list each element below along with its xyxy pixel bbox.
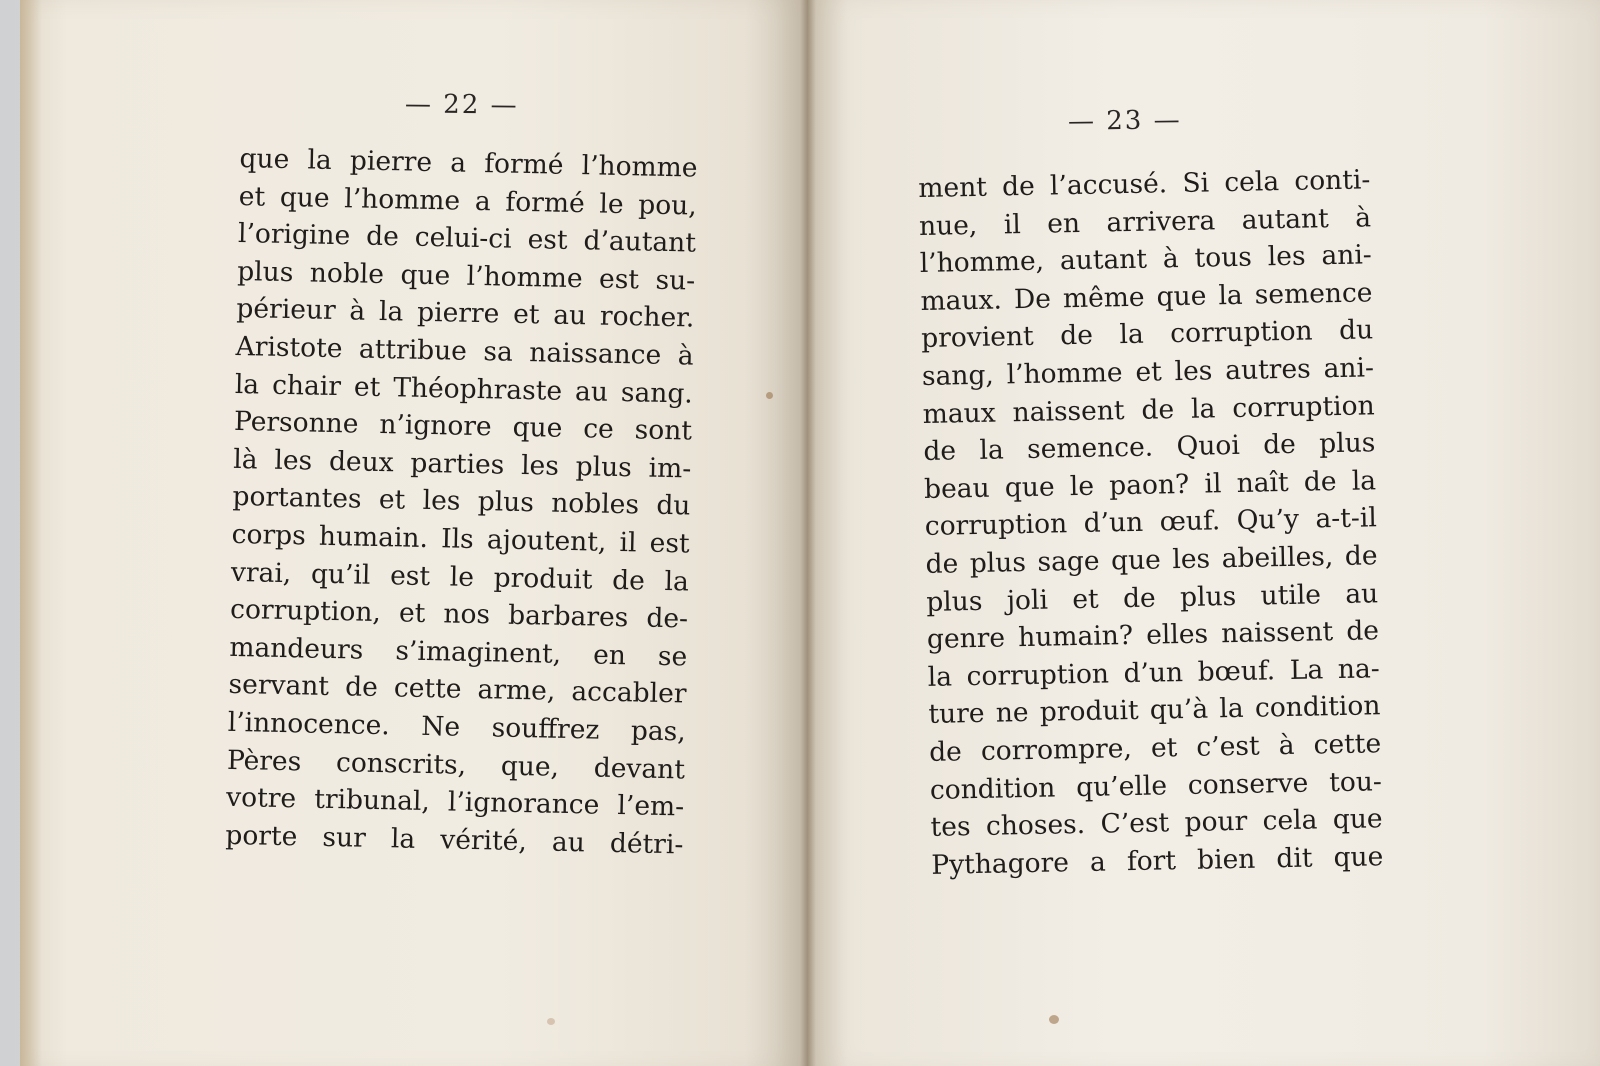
text-line: condition qu’elle conserve tou- — [929, 765, 1383, 806]
text-line: genre humain? elles naissent de — [926, 615, 1380, 656]
text-line: beau que le paon? il naît de la — [923, 465, 1377, 505]
text-line: votre tribunal, l’ignorance l’em- — [225, 781, 685, 823]
paper-spot — [547, 1018, 555, 1025]
text-line: porte sur la vérité, au détri- — [225, 819, 684, 861]
left-page-text — [225, 140, 698, 864]
text-line: que la pierre a formé l’homme — [239, 142, 698, 184]
left-page-edge — [20, 0, 42, 1066]
text-line: corps humain. Ils ajoutent, il est — [231, 518, 690, 560]
text-line: tes choses. C’est pour cela que — [930, 803, 1383, 843]
text-line: l’homme, autant à tous les ani- — [919, 239, 1373, 280]
text-line: provient de la corruption du — [920, 314, 1374, 355]
text-line: nue, il en arrivera autant à — [918, 201, 1372, 242]
text-line: vrai, qu’il est le produit de la — [230, 556, 690, 598]
right-page-text — [918, 161, 1384, 884]
right-page-number: — 23 — — [1067, 105, 1182, 137]
book-gutter — [800, 0, 816, 1066]
text-line: là les deux parties les plus im- — [232, 443, 692, 485]
text-line: ment de l’accusé. Si cela conti- — [918, 164, 1371, 204]
text-line: corruption d’un œuf. Qu’y a-t-il — [924, 502, 1378, 543]
text-line: Pères conscrits, que, devant — [226, 744, 686, 785]
text-line: de la semence. Quoi de plus — [923, 427, 1376, 468]
text-line: l’origine de celui-ci est d’autant — [237, 218, 697, 259]
text-line: ture ne produit qu’à la condition — [928, 690, 1381, 731]
paper-spot — [1049, 1015, 1059, 1024]
text-line: portantes et les plus nobles du — [232, 481, 691, 522]
text-line: plus joli et de plus utile au — [925, 577, 1379, 618]
text-line: maux. De même que la semence — [920, 277, 1373, 317]
text-line: corruption, et nos barbares de- — [229, 594, 689, 635]
text-line: périeur à la pierre et au rocher. — [236, 293, 695, 334]
text-line: la chair et Théophraste au sang. — [234, 368, 694, 410]
left-page-number: — 22 — — [404, 89, 519, 121]
text-line: de corrompre, et c’est à cette — [928, 728, 1382, 768]
text-line: Aristote attribue sa naissance à — [235, 330, 694, 372]
text-line: la corruption d’un bœuf. La na- — [927, 652, 1380, 693]
text-line: mandeurs s’imaginent, en se — [229, 631, 688, 673]
text-line: servant de cette arme, accabler — [228, 669, 687, 710]
text-line: de plus sage que les abeilles, de — [925, 540, 1378, 580]
paper-spot — [766, 392, 773, 399]
text-line: Personne n’ignore que ce sont — [233, 406, 693, 447]
text-line: maux naissent de la corruption — [922, 389, 1375, 430]
text-line: plus noble que l’homme est su- — [236, 255, 696, 297]
text-line: et que l’homme a formé le pou, — [238, 180, 698, 222]
text-line: Pythagore a fort bien dit que — [931, 840, 1384, 881]
text-line: sang, l’homme et les autres ani- — [921, 352, 1375, 392]
text-line: l’innocence. Ne souffrez pas, — [227, 706, 687, 748]
